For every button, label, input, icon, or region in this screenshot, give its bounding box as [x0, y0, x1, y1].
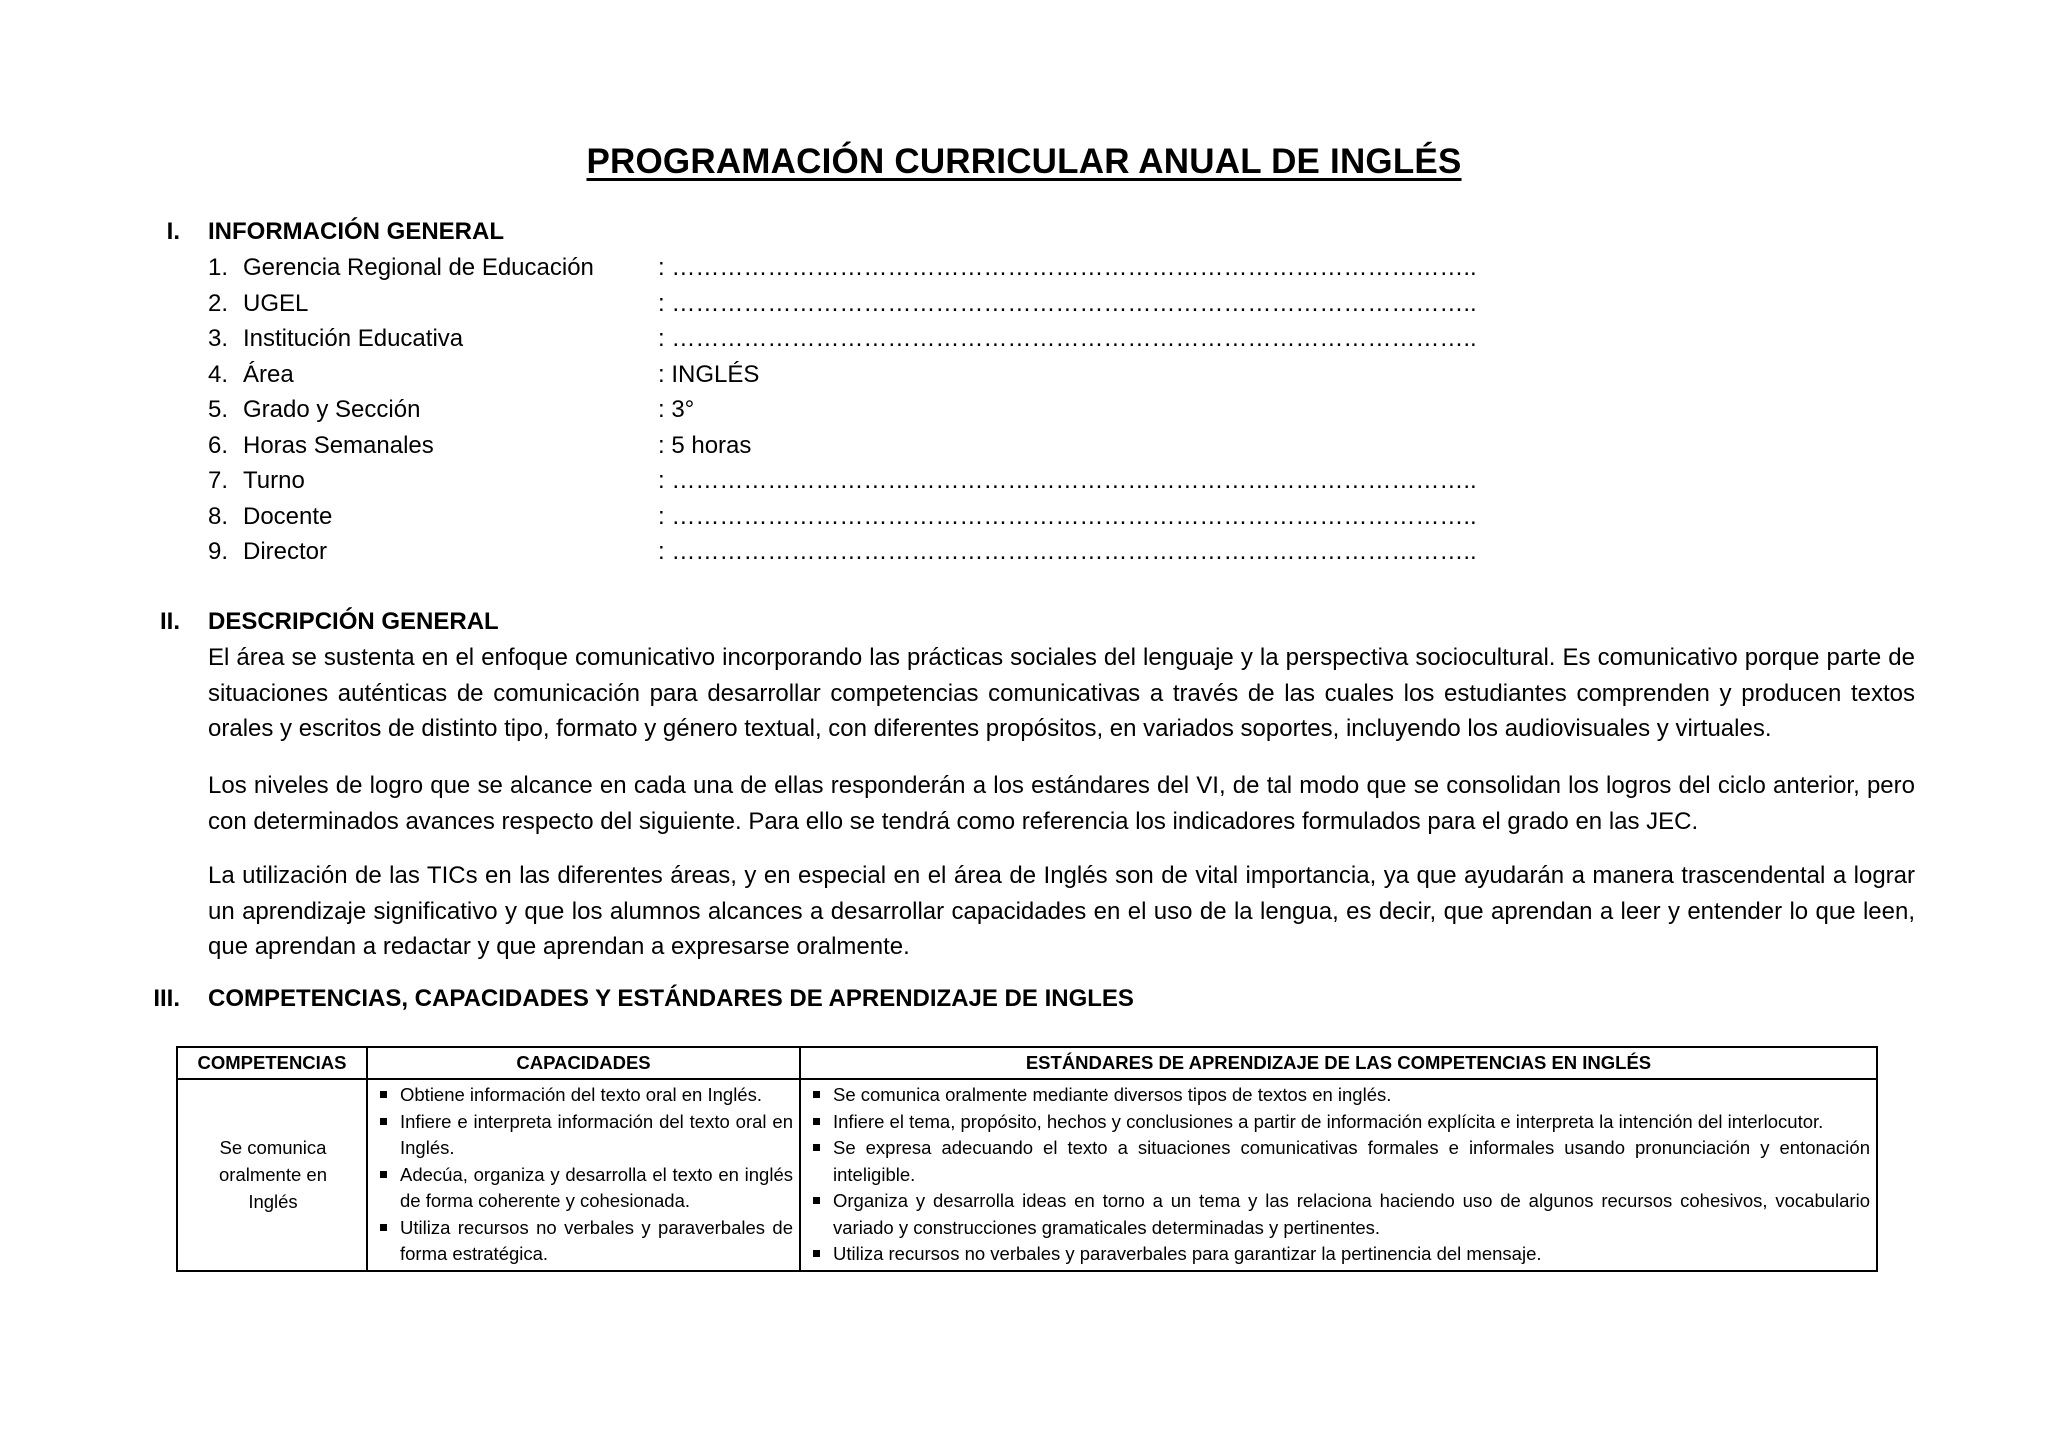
info-value: : ……………………………………………………………………………………….. [658, 254, 1477, 281]
section-1-title: INFORMACIÓN GENERAL [208, 218, 504, 245]
document-title: PROGRAMACIÓN CURRICULAR ANUAL DE INGLÉS [586, 142, 1462, 181]
estandares-cell [800, 1079, 1877, 1271]
list-item: Obtiene información del texto oral en Inglés. [376, 1082, 793, 1109]
info-value: : INGLÉS [658, 360, 760, 388]
list-item: Se expresa adecuando el texto a situaciones comunicativas formales e informales usando pronunciación y entonación inteligible. [809, 1135, 1870, 1188]
list-item: Adecúa, organiza y desarrolla el texto en inglés de forma coherente y cohesionada. [376, 1162, 793, 1215]
info-value: : ……………………………………………………………………………………….. [658, 467, 1477, 494]
info-label: Gerencia Regional de Educación [243, 254, 594, 281]
table-header-row [177, 1047, 1877, 1079]
description-paragraph-2: Los niveles de logro que se alcance en cada una de ellas responderán a los estándares del VI, de tal modo que se consolidan los logros del ciclo anterior, pero con determinados avances respecto del siguiente. Para ello se tendrá como referencia los indicadores formulados para el grado en las JEC. [208, 772, 1915, 835]
section-3-number: III. [153, 985, 180, 1012]
info-value: : ……………………………………………………………………………………….. [658, 325, 1477, 352]
info-number: 7. [208, 467, 229, 494]
competencia-text: Se comunica oralmente en Inglés [219, 1137, 327, 1213]
info-number: 8. [208, 502, 229, 530]
list-item: Organiza y desarrolla ideas en torno a un tema y las relaciona haciendo uso de algunos recursos cohesivos, vocabulario variado y construcciones gramaticales determinadas y pertinentes. [809, 1188, 1870, 1241]
info-label: Turno [243, 467, 305, 494]
info-number: 3. [208, 325, 229, 352]
info-label: Grado y Sección [243, 396, 421, 423]
estandares-list [809, 1082, 1870, 1268]
info-value: : ……………………………………………………………………………………….. [658, 538, 1477, 565]
description-paragraph-3: La utilización de las TICs en las diferentes áreas, y en especial en el área de Inglés son de vital importancia, ya que ayudarán a manera trascendental a lograr un aprendizaje significativo y que los alumnos alcances a desarrollar capacidades en el uso de la lengua, es decir, que aprendan a leer y entender lo que leen, que aprendan a redactar y que aprendan a expresarse oralmente. [208, 862, 1915, 960]
info-number: 4. [208, 360, 229, 388]
info-number: 5. [208, 396, 229, 423]
list-item: Infiere el tema, propósito, hechos y conclusiones a partir de información explícita e interpreta la intención del interlocutor. [809, 1109, 1870, 1136]
section-3-title: COMPETENCIAS, CAPACIDADES Y ESTÁNDARES DE APRENDIZAJE DE INGLES [208, 985, 1134, 1012]
table-row [177, 1079, 1877, 1271]
capacidades-cell [367, 1079, 800, 1271]
header-estandares: ESTÁNDARES DE APRENDIZAJE DE LAS COMPETENCIAS EN INGLÉS [800, 1047, 1877, 1079]
info-number: 2. [208, 289, 229, 317]
list-item: Se comunica oralmente mediante diversos tipos de textos en inglés. [809, 1082, 1870, 1109]
info-value: : 5 horas [658, 431, 752, 459]
capacidades-list [376, 1082, 793, 1268]
list-item: Infiere e interpreta información del texto oral en Inglés. [376, 1109, 793, 1162]
info-value: : ……………………………………………………………………………………….. [658, 289, 1477, 317]
section-2-number: II. [159, 608, 180, 635]
info-label: Docente [243, 502, 333, 530]
info-number: 1. [208, 254, 229, 281]
section-1-number: I. [166, 218, 180, 245]
list-item: Utiliza recursos no verbales y paraverbales de forma estratégica. [376, 1215, 793, 1268]
info-label: Área [243, 360, 294, 388]
info-label: Horas Semanales [243, 431, 434, 459]
info-label: Institución Educativa [243, 325, 464, 352]
list-item: Utiliza recursos no verbales y paraverbales para garantizar la pertinencia del mensaje. [809, 1241, 1870, 1268]
header-capacidades: CAPACIDADES [367, 1047, 800, 1079]
info-label: UGEL [243, 289, 309, 317]
description-paragraph-1: El área se sustenta en el enfoque comunicativo incorporando las prácticas sociales del lenguaje y la perspectiva sociocultural. Es comunicativo porque parte de situaciones auténticas de comunicación para desarrollar competencias comunicativas a través de las cuales los estudiantes comprenden y producen textos orales y escritos de distinto tipo, formato y género textual, con diferentes propósitos, en variados soportes, incluyendo los audiovisuales y virtuales. [208, 644, 1915, 742]
header-competencias: COMPETENCIAS [177, 1047, 367, 1079]
info-value: : 3° [658, 396, 695, 423]
section-2-title: DESCRIPCIÓN GENERAL [208, 608, 499, 635]
info-number: 9. [208, 538, 229, 565]
competencies-table [176, 1046, 1878, 1272]
info-value: : ……………………………………………………………………………………….. [658, 502, 1477, 530]
competencia-cell [177, 1079, 367, 1271]
info-label: Director [243, 538, 328, 565]
info-number: 6. [208, 431, 229, 459]
